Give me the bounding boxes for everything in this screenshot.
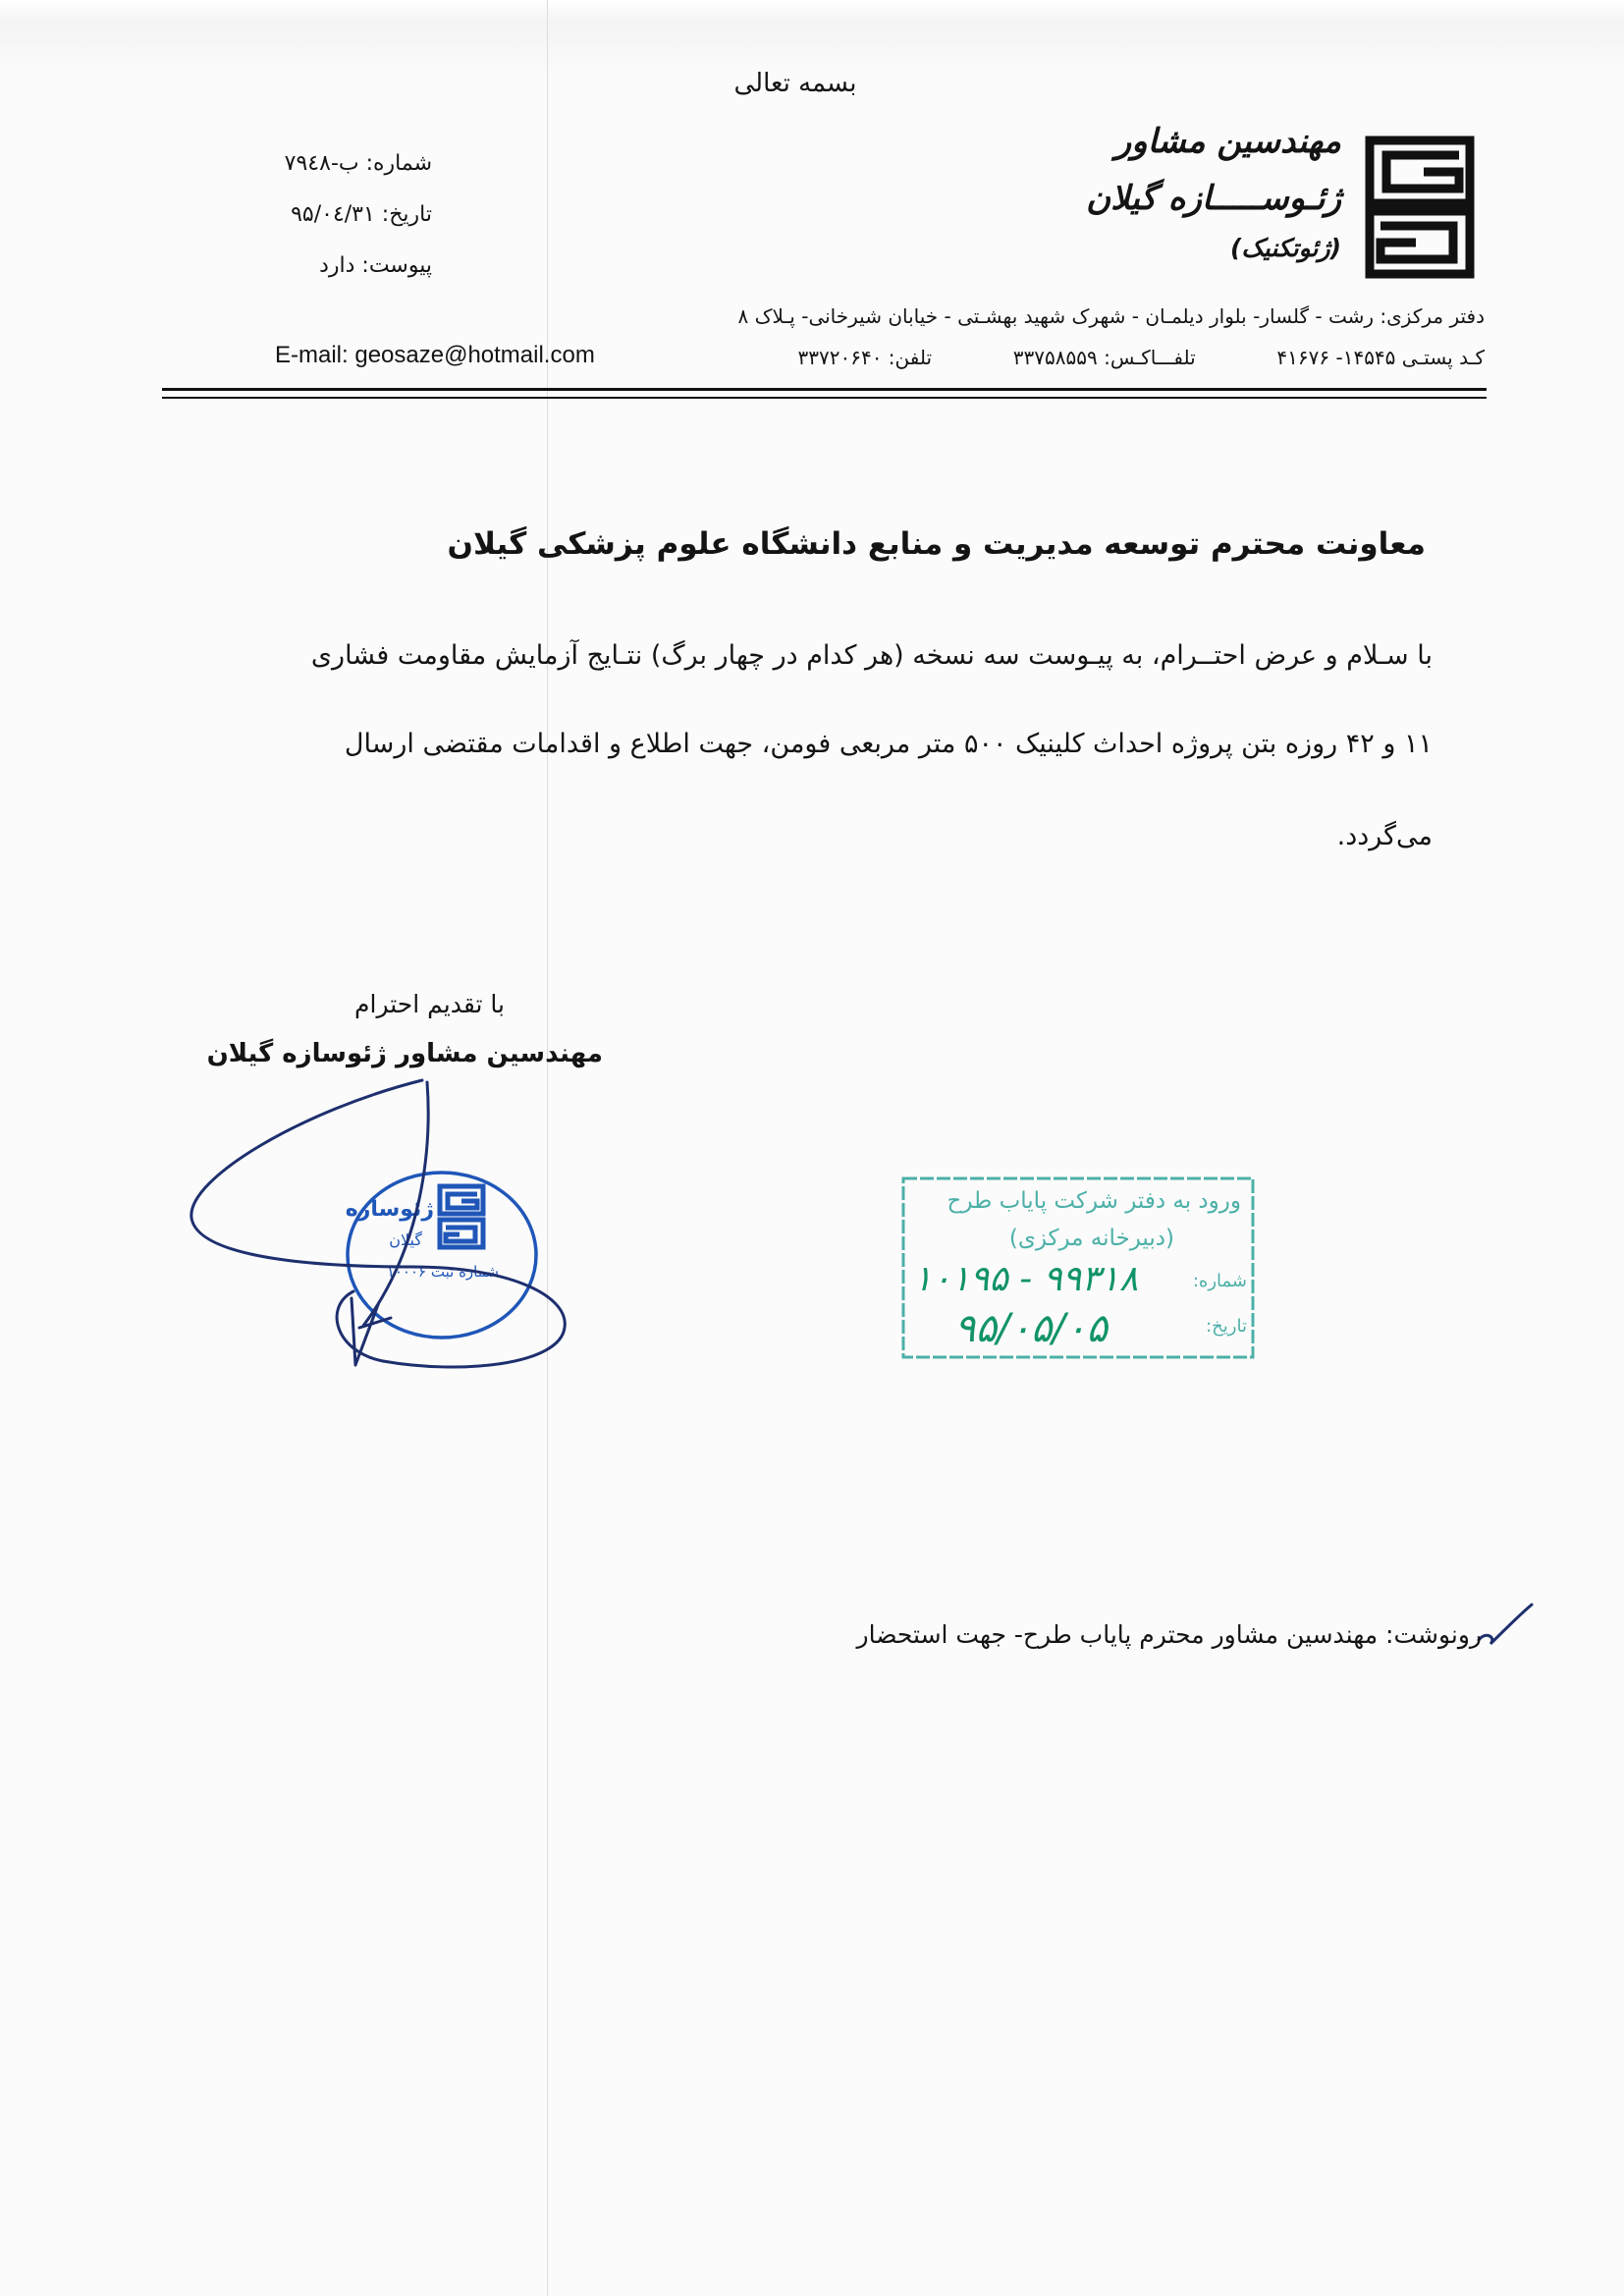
letter-number: شماره: ب-۷۹٤۸ — [284, 151, 432, 176]
phone-number: تلفن: ۳۳۷۲۰۶۴۰ — [797, 346, 933, 369]
receipt-stamp — [901, 1176, 1255, 1359]
scan-top-shade — [0, 0, 1624, 74]
stamp-title: ورود به دفتر شرکت پایاب طرح — [947, 1188, 1241, 1214]
fax-number: تلفـــاکـس: ۳۳۷۵۸۵۵۹ — [1012, 346, 1196, 369]
seal-text-top: ژئوسازه — [345, 1197, 434, 1222]
body-line: ۱۱ و ۴۲ روزه بتن پروژه احداث کلینیک ۵۰۰ متر مربعی فومن، جهت اطلاع و اقدامات مقتضی ارسال — [344, 729, 1433, 759]
stamp-date-label: تاریخ: — [1206, 1316, 1247, 1337]
stamp-subtitle: (دبیرخانه مرکزی) — [1008, 1226, 1174, 1251]
stamp-number-value: ۱۰۱۹۵ - ۹۹۳۱۸ — [913, 1259, 1139, 1299]
checkmark-icon — [1477, 1601, 1534, 1648]
company-type: (ژئوتکنیک) — [1229, 234, 1341, 262]
body-line: با سـلام و عرض احتــرام، به پیـوست سه نسخه (هر کدام در چهار برگ) نتـایج آزمایش مقاومت فشاری — [310, 640, 1433, 671]
stamp-number-label: شماره: — [1192, 1271, 1247, 1291]
company-name: مهندسین مشاور — [1114, 122, 1341, 161]
stamp-date-value: ۹۵/۰۵/۰۵ — [954, 1306, 1108, 1351]
letter-date: تاریخ: ۹۵/۰٤/۳۱ — [291, 202, 432, 227]
company-seal — [187, 1070, 589, 1394]
contact-line — [798, 346, 1485, 369]
company-subname: ژئـوســـــازه گیلان — [1086, 179, 1341, 218]
header-divider — [162, 388, 1487, 391]
seal-logo-icon — [440, 1186, 483, 1247]
handwritten-signature — [191, 1080, 565, 1367]
seal-number: شماره ثبت ۱۰۰۰۶ — [386, 1263, 499, 1281]
email-address: E-mail: geosaze@hotmail.com — [275, 342, 595, 368]
letter-attachment: پیوست: دارد — [319, 253, 432, 278]
address-line: دفتر مرکزی: رشت - گلسار- بلوار دیلمـان - شهرک شهید بهشـتی - خیابان شیرخانی- پـلاک ۸ — [737, 304, 1485, 328]
company-logo-icon — [1365, 136, 1475, 279]
body-line: می‌گردد. — [1336, 821, 1433, 851]
recipient: معاونت محترم توسعه مدیریت و منابع دانشگاه علوم پزشکی گیلان — [447, 526, 1426, 562]
postal-code: کـد پستـی ۱۴۵۴۵- ۴۱۶۷۶ — [1276, 346, 1485, 369]
basmala: بسمه تعالی — [733, 69, 857, 98]
header-divider-thin — [162, 397, 1487, 399]
signatory-name: مهندسین مشاور ژئوسازه گیلان — [206, 1039, 603, 1068]
cc-note: رونوشت: مهندسین مشاور محترم پایاب طرح- جهت استحضار — [856, 1620, 1482, 1649]
seal-text-bottom: گیلان — [389, 1230, 422, 1249]
closing: با تقدیم احترام — [354, 990, 505, 1018]
